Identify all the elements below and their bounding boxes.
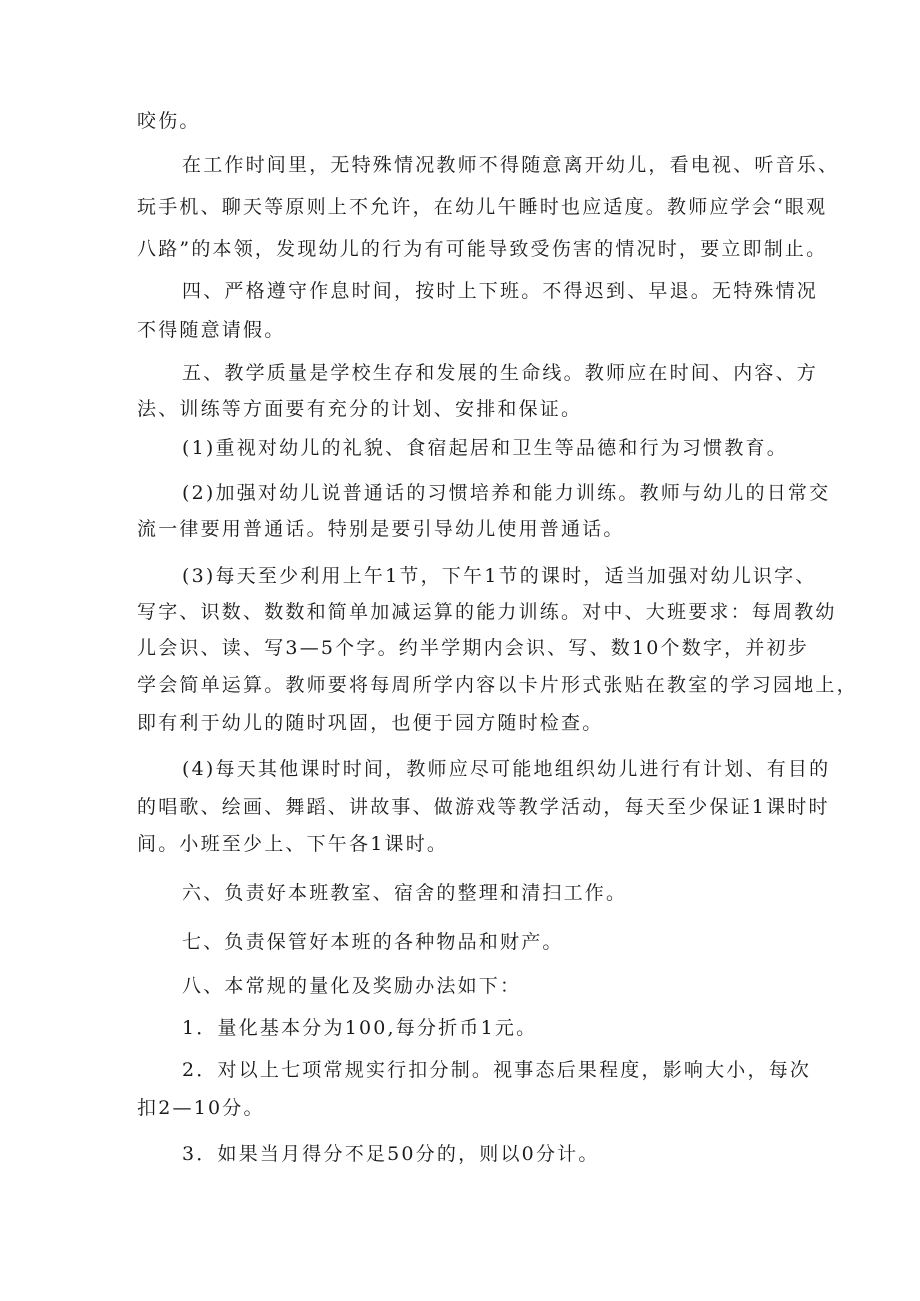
text-line: 流一律要用普通话。特别是要引导幼儿使用普通话。: [137, 518, 625, 540]
text-line: 玩手机、聊天等原则上不允许，在幼儿午睡时也应适度。教师应学会“眼观: [137, 196, 828, 218]
text-line: 儿会识、读、写3—5个字。约半学期内会识、写、数10个数字，并初步: [137, 637, 809, 659]
list-item-line: 1．量化基本分为100,每分折币1元。: [182, 1017, 538, 1039]
text-line: 扣2—10分。: [137, 1097, 265, 1119]
text-line: 间。小班至少上、下午各1课时。: [137, 833, 449, 855]
paragraph-line: 四、严格遵守作息时间，按时上下班。不得迟到、早退。无特殊情况: [182, 280, 819, 302]
list-item-line: 3．如果当月得分不足50分的，则以0分计。: [182, 1143, 600, 1165]
text-line: 八路”的本领，发现幼儿的行为有可能导致受伤害的情况时，要立即制止。: [137, 238, 828, 260]
paragraph-line: 五、教学质量是学校生存和发展的生命线。教师应在时间、内容、方: [182, 362, 819, 384]
text-line: 不得随意请假。: [137, 319, 286, 341]
text-line: 学会简单运算。教师要将每周所学内容以卡片形式张贴在教室的学习园地上，: [137, 674, 858, 696]
list-item-line: (1)重视对幼儿的礼貌、食宿起居和卫生等品德和行为习惯教育。: [182, 437, 788, 459]
text-line: 的唱歌、绘画、舞蹈、讲故事、做游戏等教学活动，每天至少保证1课时时: [137, 796, 830, 818]
paragraph-line: 六、负责好本班教室、宿舍的整理和清扫工作。: [182, 882, 628, 904]
paragraph-line: 在工作时间里，无特殊情况教师不得随意离开幼儿，看电视、听音乐、: [182, 154, 840, 176]
text-line: 即有利于幼儿的随时巩固，也便于园方随时检查。: [137, 712, 604, 734]
list-item-line: (3)每天至少利用上午1节，下午1节的课时，适当加强对幼儿识字、: [182, 565, 817, 587]
text-line: 写字、识数、数数和简单加减运算的能力训练。对中、大班要求：每周教幼: [137, 601, 837, 623]
paragraph-line: 八、本常规的量化及奖励办法如下：: [182, 975, 522, 997]
list-item-line: (4)每天其他课时时间，教师应尽可能地组织幼儿进行有计划、有目的: [182, 758, 831, 780]
text-line: 法、训练等方面要有充分的计划、安排和保证。: [137, 398, 583, 420]
list-item-line: (2)加强对幼儿说普通话的习惯培养和能力训练。教师与幼儿的日常交: [182, 482, 831, 504]
paragraph-line: 七、负责保管好本班的各种物品和财产。: [182, 931, 564, 953]
list-item-line: 2．对以上七项常规实行扣分制。视事态后果程度，影响大小，每次: [182, 1059, 812, 1081]
text-line: 咬伤。: [137, 110, 201, 132]
